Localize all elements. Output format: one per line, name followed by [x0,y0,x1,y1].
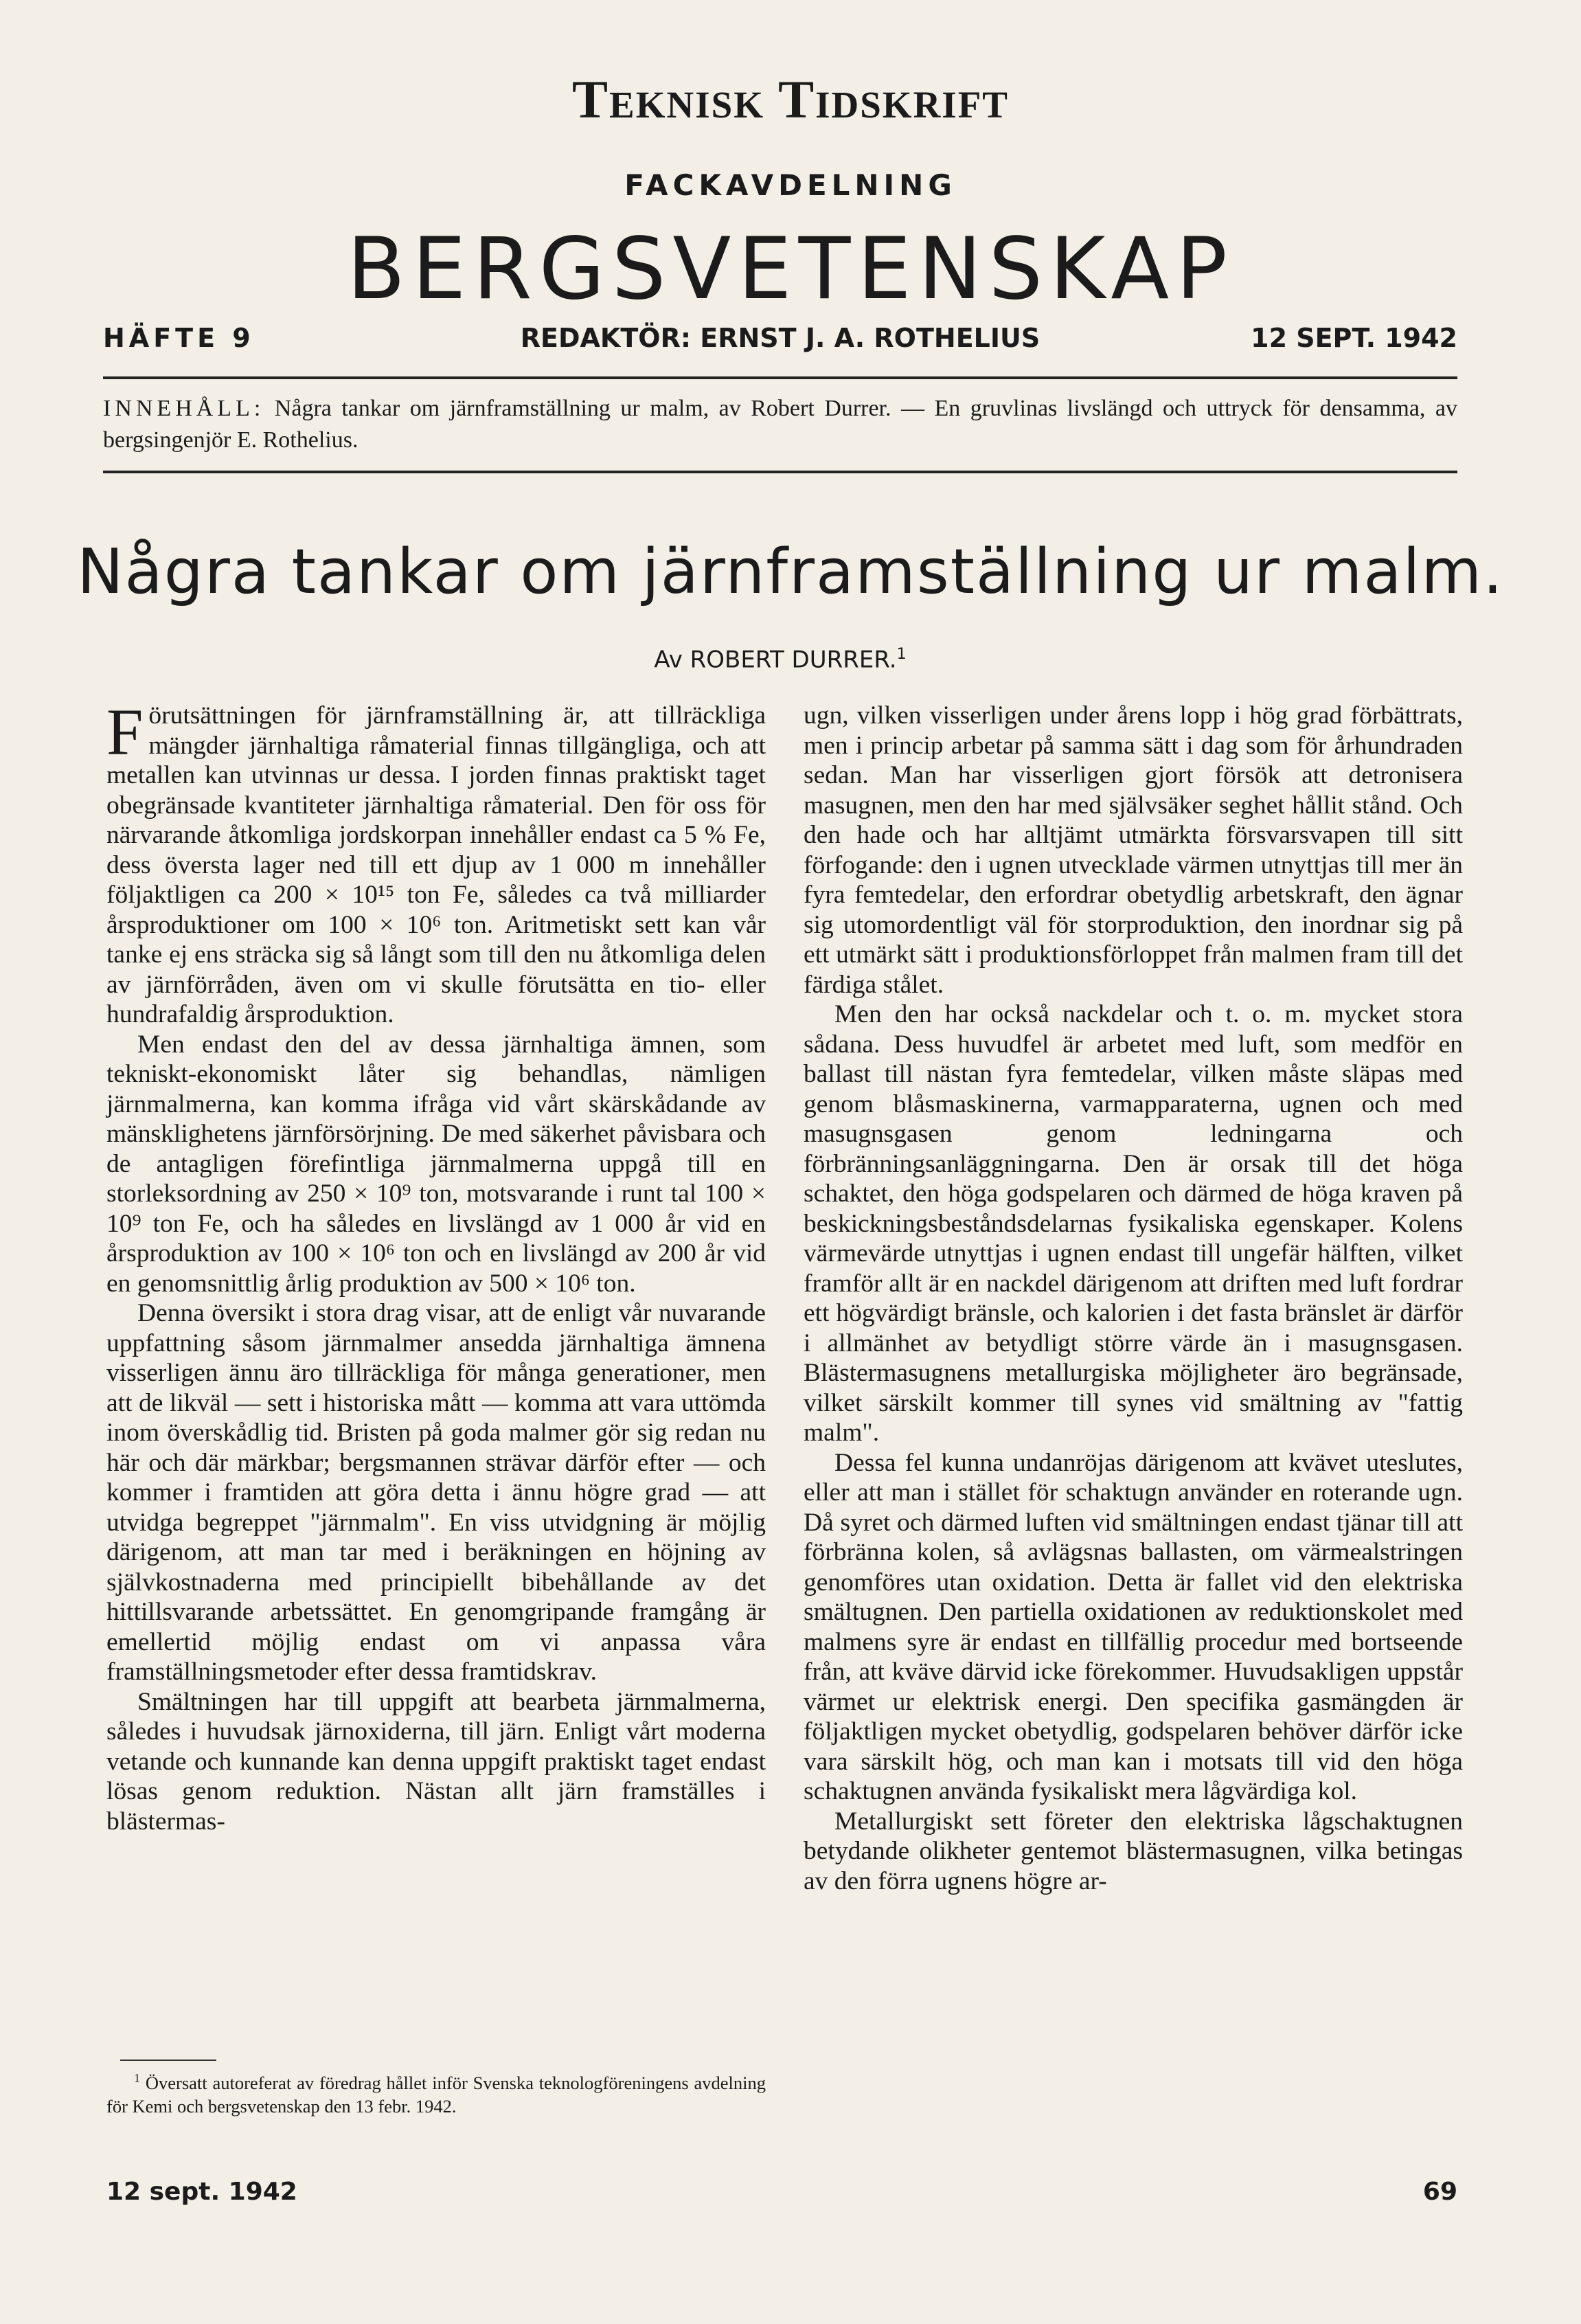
left-column [106,695,766,1836]
footnote-marker: 1 [896,646,907,663]
divider-rule [103,376,1457,379]
paragraph: Dessa fel kunna undanröjas därigenom att kvävet uteslutes, eller att man i stället för schaktugn använder en roterande ugn. Då syret och därmed luften vid smältningen endast tjänar till att förbränna kolen, så avlägsnas ballasten, om värmealstringen genomföres utan oxidation. Detta är fallet vid den elektriska smältugnen. Den partiella oxidationen av reduktionskolet med malmens syre är endast en tillfällig procedur med bortseende från, att kväve därvid icke förekommer. Huvudsakligen uppstår värmet ur elektrisk energi. Den specifika gasmängden är följaktligen mycket obetydlig, godspelaren behöver därför icke vara särskilt hög, och man kan i motsats till vid den höga schaktugnen använda fysikaliskt mera lågvärdiga kol. [804,1448,1463,1805]
journal-title: Teknisk Tidskrift [572,69,1009,129]
issue-date: 12 SEPT. 1942 [1251,323,1457,353]
footnote-rule [120,2060,216,2061]
footer-date: 12 sept. 1942 [106,2178,297,2206]
page-number: 69 [1422,2178,1457,2206]
right-column [804,701,1463,1896]
paragraph: Smältningen har till uppgift att bearbeta järnmalmerna, således i huvudsak järnoxiderna, till järn. Enligt vårt moderna vetande och kunnande kan denna uppgift praktiskt taget endast lösas genom reduktion. Nästan allt järn framställes i blästermas- [106,1687,766,1836]
issue-number: HÄFTE 9 [103,323,255,353]
table-of-contents [103,393,1457,456]
editor-line: REDAKTÖR: ERNST J. A. ROTHELIUS [520,323,1040,353]
department-title: BERGSVETENSKAP [347,220,1234,319]
paragraph [106,695,766,1030]
byline-text: Av ROBERT DURRER. [654,646,897,674]
paragraph: Denna översikt i stora drag visar, att de enligt vår nuvarande uppfattning såsom järnmalmer ansedda järnhaltiga ämnena visserligen ännu äro tillräckliga för många generationer, men att de likväl — sett i historiska mått — komma att vara uttömda inom överskådlig tid. Bristen på goda malmer gör sig redan nu här och där märkbar; bergsmannen strävar därför efter — och kommer i framtiden att göra detta i ännu högre grad — att utvidga begreppet "järnmalm". En viss utvidgning är möjlig därigenom, att man tar med i beräkningen en höjning av självkostnaderna med principiellt bibehållande av det hittillsvarande arbetssättet. En genomgripande framgång är emellertid möjlig endast om vi anpassa våra framställningsmetoder efter dessa framtidskrav. [106,1299,766,1686]
divider-rule [103,471,1457,473]
paragraph: ugn, vilken visserligen under årens lopp i hög grad förbättrats, men i princip arbetar på samma sätt i dag som för århundraden sedan. Man har visserligen gjort försök att detronisera masugnen, men den har med självsäker seghet hållit stånd. Och den hade och har alltjämt utmärkta försvarsvapen till sitt förfogande: den i ugnen utvecklade värmen utnyttjas till mer än fyra femtedelar, den erfordrar obetydlig arbetskraft, den ägnar sig utomordentligt väl för storproduktion, den inordnar sig på ett utmärkt sätt i produktionsförloppet från malmen fram till det färdiga stålet. [804,701,1463,999]
footnote [106,2066,766,2118]
contents-text: Några tankar om järnframställning ur malm, av Robert Durrer. — En gruvlinas livslängd och uttryck för densamma, av bergsingenjör E. Rothelius. [103,396,1457,453]
article-title: Några tankar om järnframställning ur malm. [77,536,1504,608]
paragraph: Men den har också nackdelar och t. o. m. mycket stora sådana. Dess huvudfel är arbetet med luft, som medför en ballast till nästan fyra femtedelar, vilken måste släpas med genom blåsmaskinerna, varmapparaterna, ugnen och med masugnsgasen genom ledningarna och förbränningsanläggningarna. Den är orsak till det höga schaktet, den höga godspelaren och därmed de höga kraven på beskickningsbeståndsdelarnas fysikaliska egenskaper. Kolens värmevärde utnyttjas i ugnen endast till ungefär hälften, vilket framför allt är en nackdel därigenom att driften med luft fordrar ett högvärdigt bränsle, och kalorien i det fasta bränslet är därför i allmänhet av betydligt större värde än i masugnsgasen. Blästermasugnens metallurgiska möjligheter äro begränsade, vilket särskilt kommer till synes vid smältning av "fattig malm". [804,1000,1463,1447]
paragraph: Metallurgiskt sett företer den elektriska lågschaktugnen betydande olikheter gentemot blästermasugnen, vilka betingas av den förra ugnens högre ar- [804,1807,1463,1895]
footnote-text: Översatt autoreferat av föredrag hållet inför Svenska teknologföreningens avdelning för Kemi och bergsvetenskap den 13 febr. 1942. [106,2072,766,2117]
drop-cap: F [106,695,144,769]
paragraph-text: örutsättningen för järnframställning är, att tillräckliga mängder järnhaltiga råmaterial finnas tillgängliga, och att metallen kan utvinnas ur dessa. I jorden finnas praktiskt taget obegränsade kvantiteter järnhaltiga råmaterial. Den för oss för närvarande åtkomliga jordskorpan innehåller endast ca 5 % Fe, dess översta lager ned till ett djup av 1 000 m innehåller följaktligen ca 200 × 10¹⁵ ton Fe, således ca två milliarder årsproduktioner om 100 × 10⁶ ton. Aritmetiskt sett kan vår tanke ej ens sträcka sig så långt som till den nu åtkomliga delen av järnförråden, även om vi skulle förutsätta en tio- eller hundrafaldig årsproduktion. [106,701,766,1028]
footnote-number: 1 [134,2071,140,2085]
journal-subtitle: FACKAVDELNING [624,168,957,202]
article-byline [103,646,1457,673]
paragraph: Men endast den del av dessa järnhaltiga ämnen, som tekniskt-ekonomiskt låter sig behandlas, nämligen järnmalmerna, kan komma ifråga vid vårt skärskådande av mänsklighetens järnförsörjning. De med säkerhet påvisbara och de antagligen förefintliga järnmalmerna uppgå till en storleksordning av 250 × 10⁹ ton, motsvarande i runt tal 100 × 10⁹ ton Fe, och ha således en livslängd av 1 000 år vid en årsproduktion av 100 × 10⁶ ton och en livslängd av 200 år vid en genomsnittlig årlig produktion av 500 × 10⁶ ton. [106,1030,766,1298]
contents-label: INNEHÅLL: [103,396,265,421]
